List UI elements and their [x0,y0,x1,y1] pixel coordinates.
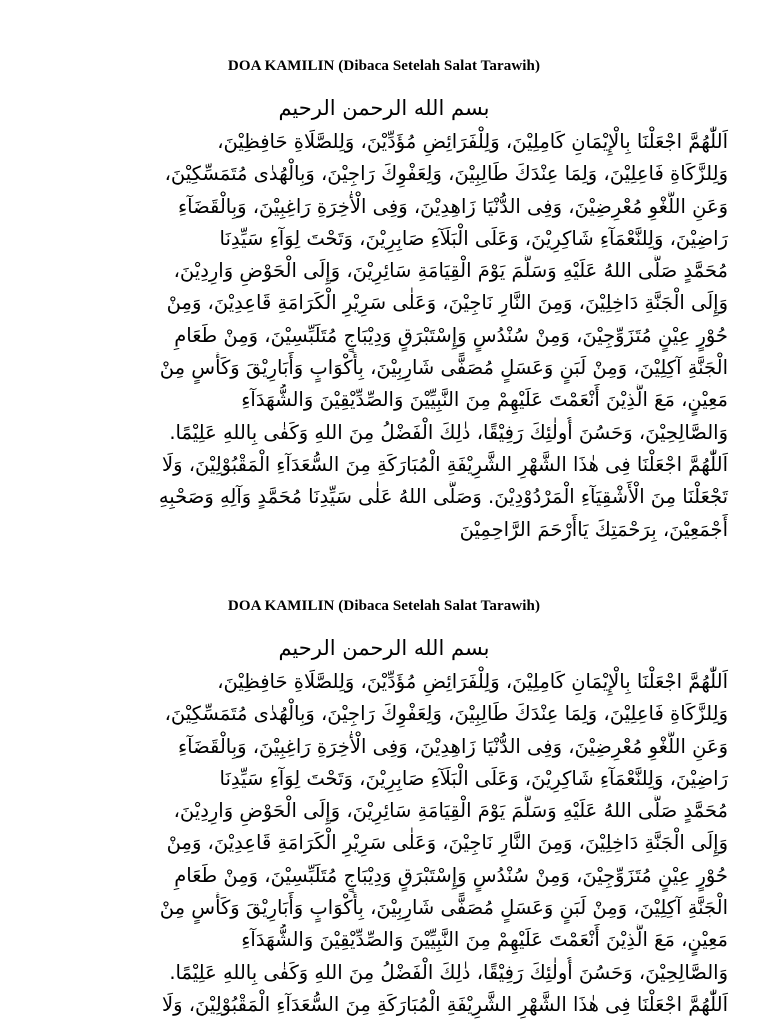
doa-section-2 [0,592,768,1021]
doa-line: اَللّٰهُمَّ اجْعَلْنَا فِى هٰذَا الشَّهْرِ الشَّرِيْفَةِ الْمُبَارَكَةِ مِنَ السُّعَدَآءِ الْمَقْبُوْلِيْنَ، وَلَا [161,452,728,476]
basmalah-heading: بسم الله الرحمن الرحيم [278,636,490,660]
doa-section-1 [0,52,768,546]
doa-line: وَعَنِ اللَّغْوِ مُعْرِضِيْنَ، وَفِى الدُّنْيَا زَاهِدِيْنَ، وَفِى الْأٰخِرَةِ رَاغِبِيْنَ، وَبِالْقَضَآءِ [177,734,728,758]
doa-line: وَلِلزَّكَاةِ فَاعِلِيْنَ، وَلِمَا عِنْدَكَ طَالِبِيْنَ، وَلِعَفْوِكَ رَاجِيْنَ، وَبِالْهُدٰى مُتَمَسِّكِيْنَ، [164,702,728,726]
doa-text-body [0,666,768,1021]
doa-line: مُحَمَّدٍ صَلَّى اللهُ عَلَيْهِ وَسَلَّمَ يَوْمَ الْقِيَامَةِ سَائِرِيْنَ، وَإِلَى الْحَوْضِ وَارِدِيْنَ، [173,799,728,823]
doa-line: اَللّٰهُمَّ اجْعَلْنَا فِى هٰذَا الشَّهْرِ الشَّرِيْفَةِ الْمُبَارَكَةِ مِنَ السُّعَدَآءِ الْمَقْبُوْلِيْنَ، وَلَا [161,992,728,1016]
doa-line: الْجَنَّةِ آكِلِيْنَ، وَمِنْ لَبَنٍ وَعَسَلٍ مُصَفًّى شَارِبِيْنَ، بِأَكْوَابٍ وَأَبَارِيْقَ وَكَأْسٍ مِنْ [159,896,728,920]
basmalah-heading: بسم الله الرحمن الرحيم [278,96,490,120]
doa-line: حُوْرٍ عِيْنٍ مُتَزَوِّجِيْنَ، وَمِنْ سُنْدُسٍ وَإِسْتَبْرَقٍ وَدِيْبَاجٍ مُتَلَبِّسِيْنَ، وَمِنْ طَعَامِ [174,323,728,347]
doa-line: مَعِيْنٍ، مَعَ الَّذِيْنَ أَنْعَمْتَ عَلَيْهِمْ مِنَ النَّبِيِّيْنَ وَالصِّدِّيْقِيْنَ وَالشُّهَدَآءِ [241,928,728,952]
doa-title: DOA KAMILIN (Dibaca Setelah Salat Tarawih) [227,58,541,74]
doa-text-body [0,126,768,546]
doa-line: مَعِيْنٍ، مَعَ الَّذِيْنَ أَنْعَمْتَ عَلَيْهِمْ مِنَ النَّبِيِّيْنَ وَالصِّدِّيْقِيْنَ وَالشُّهَدَآءِ [241,388,728,412]
doa-line: وَلِلزَّكَاةِ فَاعِلِيْنَ، وَلِمَا عِنْدَكَ طَالِبِيْنَ، وَلِعَفْوِكَ رَاجِيْنَ، وَبِالْهُدٰى مُتَمَسِّكِيْنَ، [164,162,728,186]
doa-line: وَالصَّالِحِيْنَ، وَحَسُنَ أُولٰئِكَ رَفِيْقًا، ذٰلِكَ الْفَضْلُ مِنَ اللهِ وَكَفٰى بِاللهِ عَلِيْمًا. [169,420,728,444]
doa-line: وَعَنِ اللَّغْوِ مُعْرِضِيْنَ، وَفِى الدُّنْيَا زَاهِدِيْنَ، وَفِى الْأٰخِرَةِ رَاغِبِيْنَ، وَبِالْقَضَآءِ [177,194,728,218]
doa-line: حُوْرٍ عِيْنٍ مُتَزَوِّجِيْنَ، وَمِنْ سُنْدُسٍ وَإِسْتَبْرَقٍ وَدِيْبَاجٍ مُتَلَبِّسِيْنَ، وَمِنْ طَعَامِ [174,863,728,887]
doa-line: تَجْعَلْنَا مِنَ الْأَشْقِيَآءِ الْمَرْدُوْدِيْنَ. وَصَلَّى اللهُ عَلٰى سَيِّدِنَا مُحَمَّدٍ وَآلِهِ وَصَحْبِهِ [158,485,728,509]
doa-line: وَالصَّالِحِيْنَ، وَحَسُنَ أُولٰئِكَ رَفِيْقًا، ذٰلِكَ الْفَضْلُ مِنَ اللهِ وَكَفٰى بِاللهِ عَلِيْمًا. [169,960,728,984]
doa-line: وَإِلَى الْجَنَّةِ دَاخِلِيْنَ، وَمِنَ النَّارِ نَاجِيْنَ، وَعَلٰى سَرِيْرِ الْكَرَامَةِ قَاعِدِيْنَ، وَمِنْ [166,291,728,315]
doa-line: رَاضِيْنَ، وَلِلنَّعْمَآءِ شَاكِرِيْنَ، وَعَلَى الْبَلَآءِ صَابِرِيْنَ، وَتَحْتَ لِوَآءِ سَيِّدِنَا [219,766,728,790]
doa-line: اَللّٰهُمَّ اجْعَلْنَا بِالْإِيْمَانِ كَامِلِيْنَ، وَلِلْفَرَائِضِ مُؤَدِّيْنَ، وَلِلصَّلَاةِ حَافِظِيْنَ، [217,130,728,153]
doa-line: الْجَنَّةِ آكِلِيْنَ، وَمِنْ لَبَنٍ وَعَسَلٍ مُصَفًّى شَارِبِيْنَ، بِأَكْوَابٍ وَأَبَارِيْقَ وَكَأْسٍ مِنْ [159,356,728,380]
doa-line: مُحَمَّدٍ صَلَّى اللهُ عَلَيْهِ وَسَلَّمَ يَوْمَ الْقِيَامَةِ سَائِرِيْنَ، وَإِلَى الْحَوْضِ وَارِدِيْنَ، [173,259,728,283]
doa-line: اَللّٰهُمَّ اجْعَلْنَا بِالْإِيْمَانِ كَامِلِيْنَ، وَلِلْفَرَائِضِ مُؤَدِّيْنَ، وَلِلصَّلَاةِ حَافِظِيْنَ، [217,670,728,693]
doa-line: أَجْمَعِيْنَ، بِرَحْمَتِكَ يَاأَرْحَمَ الرَّاحِمِيْنَ [459,517,728,541]
doa-line: وَإِلَى الْجَنَّةِ دَاخِلِيْنَ، وَمِنَ النَّارِ نَاجِيْنَ، وَعَلٰى سَرِيْرِ الْكَرَامَةِ قَاعِدِيْنَ، وَمِنْ [166,831,728,855]
doa-line: رَاضِيْنَ، وَلِلنَّعْمَآءِ شَاكِرِيْنَ، وَعَلَى الْبَلَآءِ صَابِرِيْنَ، وَتَحْتَ لِوَآءِ سَيِّدِنَا [219,226,728,250]
doa-title: DOA KAMILIN (Dibaca Setelah Salat Tarawih) [227,598,541,614]
